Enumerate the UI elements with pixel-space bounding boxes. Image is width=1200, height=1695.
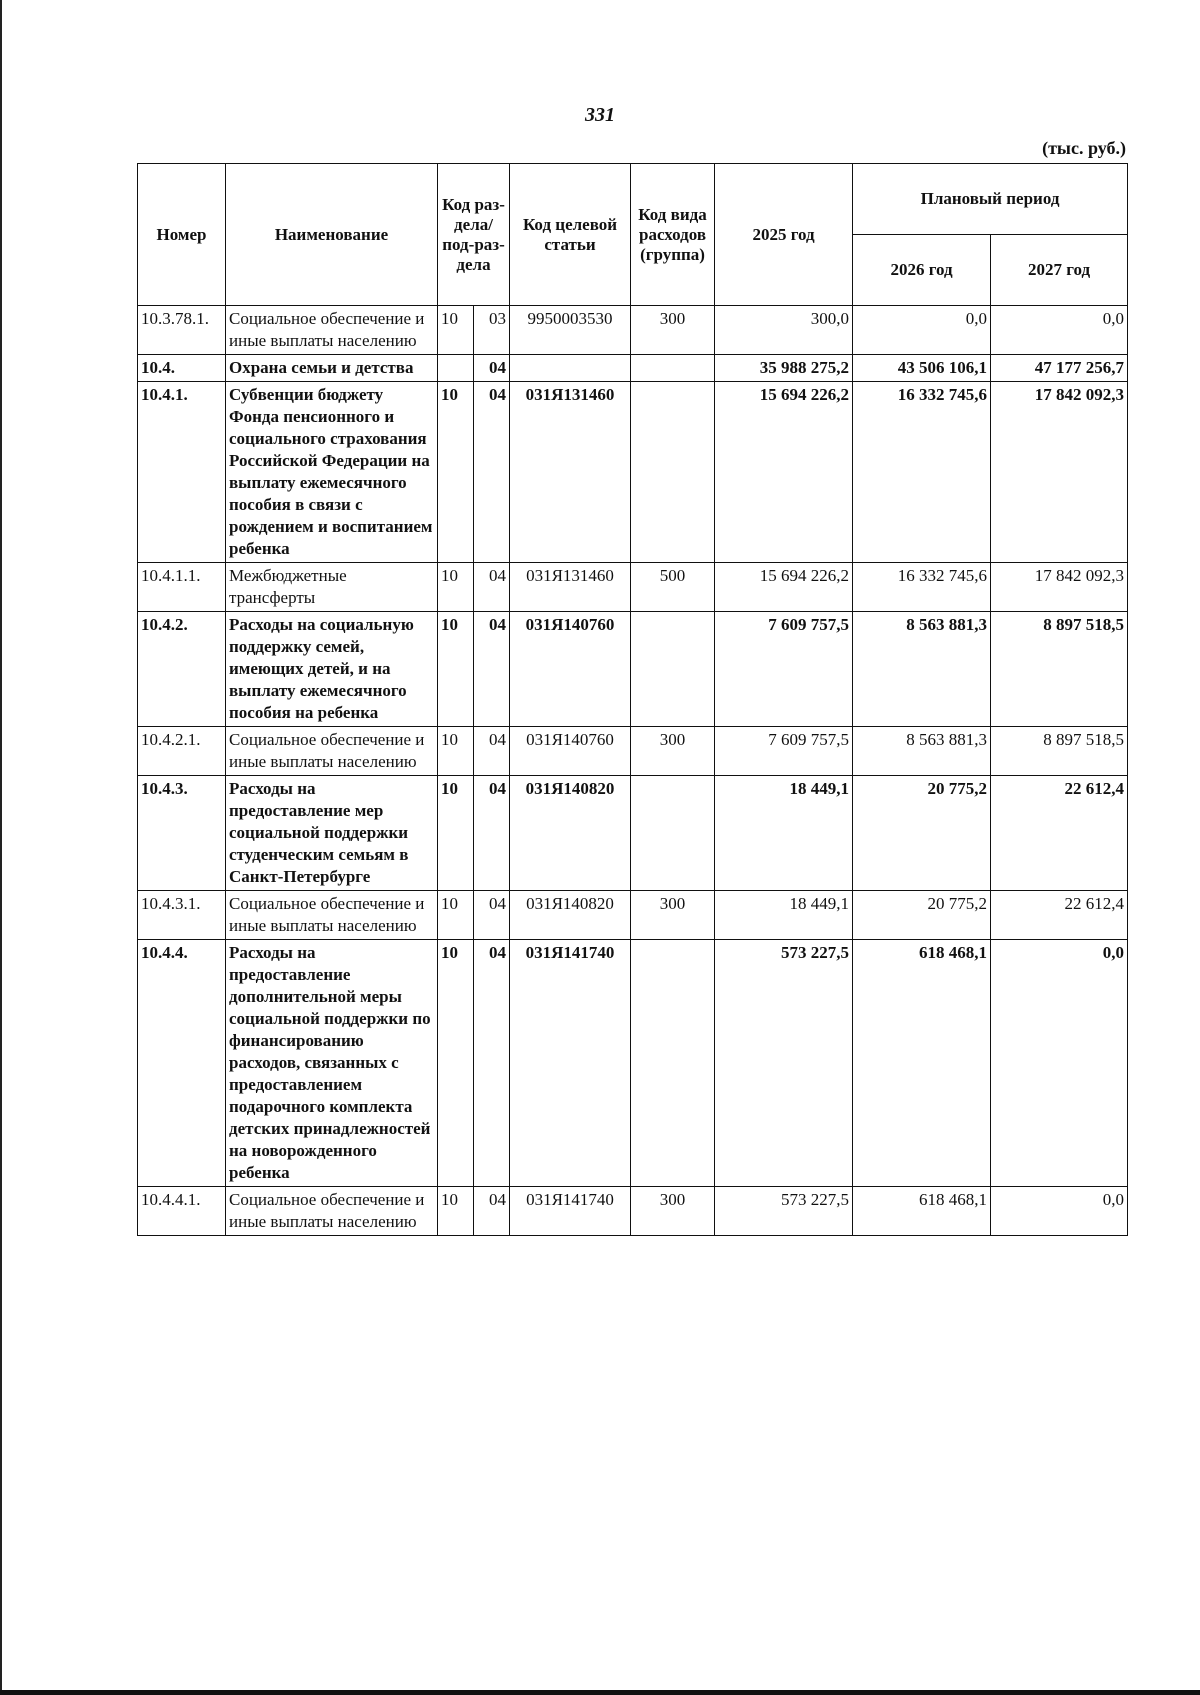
row-amount-2027: 17 842 092,3 [991, 382, 1128, 563]
header-name: Наименование [226, 164, 438, 306]
header-year-2026: 2026 год [853, 235, 991, 306]
row-target-code: 031Я141740 [510, 1187, 631, 1236]
row-target-code: 031Я140760 [510, 727, 631, 776]
row-target-code [510, 355, 631, 382]
row-subsection: 04 [474, 1187, 510, 1236]
row-target-code: 9950003530 [510, 306, 631, 355]
row-section: 10 [438, 306, 474, 355]
header-planning-period: Плановый период [853, 164, 1128, 235]
row-target-code: 031Я140820 [510, 776, 631, 891]
table-row [138, 612, 1128, 727]
row-number: 10.4.1.1. [138, 563, 226, 612]
row-subsection: 04 [474, 727, 510, 776]
table-row [138, 940, 1128, 1187]
row-amount-2025: 573 227,5 [715, 940, 853, 1187]
row-section: 10 [438, 940, 474, 1187]
row-name: Расходы на социальную поддержку семей, имеющих детей, и на выплату ежемесячного пособия на ребенка [226, 612, 438, 727]
row-amount-2026: 0,0 [853, 306, 991, 355]
row-section: 10 [438, 612, 474, 727]
row-amount-2025: 18 449,1 [715, 776, 853, 891]
row-amount-2027: 47 177 256,7 [991, 355, 1128, 382]
row-expense-type: 300 [631, 891, 715, 940]
row-expense-type: 300 [631, 306, 715, 355]
row-expense-type [631, 612, 715, 727]
units-label: (тыс. руб.) [1042, 138, 1126, 158]
row-number: 10.4.2. [138, 612, 226, 727]
row-section: 10 [438, 382, 474, 563]
table-row [138, 891, 1128, 940]
row-amount-2026: 618 468,1 [853, 1187, 991, 1236]
row-amount-2025: 573 227,5 [715, 1187, 853, 1236]
row-section: 10 [438, 891, 474, 940]
row-expense-type: 300 [631, 727, 715, 776]
header-expense-type: Код вида расходов (группа) [631, 164, 715, 306]
row-number: 10.4.1. [138, 382, 226, 563]
row-amount-2026: 8 563 881,3 [853, 612, 991, 727]
row-number: 10.4.4.1. [138, 1187, 226, 1236]
row-number: 10.4. [138, 355, 226, 382]
header-year-2025: 2025 год [715, 164, 853, 306]
row-amount-2026: 618 468,1 [853, 940, 991, 1187]
table-row [138, 382, 1128, 563]
row-expense-type [631, 940, 715, 1187]
row-subsection: 04 [474, 355, 510, 382]
row-amount-2025: 15 694 226,2 [715, 382, 853, 563]
row-subsection: 04 [474, 940, 510, 1187]
row-name: Социальное обеспечение и иные выплаты населению [226, 1187, 438, 1236]
row-amount-2025: 18 449,1 [715, 891, 853, 940]
header-target-code: Код целевой статьи [510, 164, 631, 306]
row-amount-2027: 17 842 092,3 [991, 563, 1128, 612]
table-row [138, 563, 1128, 612]
row-amount-2025: 7 609 757,5 [715, 727, 853, 776]
row-amount-2027: 0,0 [991, 306, 1128, 355]
row-name: Социальное обеспечение и иные выплаты населению [226, 306, 438, 355]
row-target-code: 031Я140820 [510, 891, 631, 940]
row-target-code: 031Я140760 [510, 612, 631, 727]
row-amount-2026: 43 506 106,1 [853, 355, 991, 382]
scan-edge [0, 0, 2, 1690]
row-name: Субвенции бюджету Фонда пенсионного и социального страхования Российской Федерации на выплату ежемесячного пособия в связи с рождением и воспитанием ребенка [226, 382, 438, 563]
row-target-code: 031Я131460 [510, 563, 631, 612]
row-expense-type: 300 [631, 1187, 715, 1236]
header-section-code: Код раз-дела/ под-раз-дела [438, 164, 510, 306]
row-name: Расходы на предоставление мер социальной поддержки студенческим семьям в Санкт-Петербурге [226, 776, 438, 891]
row-amount-2027: 22 612,4 [991, 891, 1128, 940]
row-name: Расходы на предоставление дополнительной меры социальной поддержки по финансированию расходов, связанных с предоставлением подарочного комплекта детских принадлежностей на новорожденного ребенка [226, 940, 438, 1187]
row-subsection: 04 [474, 776, 510, 891]
row-amount-2026: 8 563 881,3 [853, 727, 991, 776]
row-expense-type [631, 355, 715, 382]
row-amount-2025: 35 988 275,2 [715, 355, 853, 382]
row-expense-type [631, 776, 715, 891]
row-subsection: 03 [474, 306, 510, 355]
row-expense-type [631, 382, 715, 563]
row-subsection: 04 [474, 563, 510, 612]
row-number: 10.4.3.1. [138, 891, 226, 940]
row-target-code: 031Я141740 [510, 940, 631, 1187]
row-section: 10 [438, 727, 474, 776]
row-name: Социальное обеспечение и иные выплаты населению [226, 891, 438, 940]
table-row [138, 776, 1128, 891]
row-section: 10 [438, 563, 474, 612]
row-amount-2027: 22 612,4 [991, 776, 1128, 891]
row-number: 10.4.3. [138, 776, 226, 891]
row-number: 10.3.78.1. [138, 306, 226, 355]
budget-table [137, 163, 1128, 1236]
row-subsection: 04 [474, 891, 510, 940]
row-expense-type: 500 [631, 563, 715, 612]
row-amount-2025: 15 694 226,2 [715, 563, 853, 612]
row-name: Социальное обеспечение и иные выплаты населению [226, 727, 438, 776]
row-target-code: 031Я131460 [510, 382, 631, 563]
row-amount-2026: 20 775,2 [853, 776, 991, 891]
row-amount-2027: 0,0 [991, 940, 1128, 1187]
header-year-2027: 2027 год [991, 235, 1128, 306]
table-body [138, 306, 1128, 1236]
row-section: 10 [438, 776, 474, 891]
row-amount-2025: 7 609 757,5 [715, 612, 853, 727]
row-amount-2026: 20 775,2 [853, 891, 991, 940]
table-row [138, 727, 1128, 776]
page-number: 331 [585, 104, 615, 126]
header-row [138, 164, 1128, 235]
row-section [438, 355, 474, 382]
row-amount-2026: 16 332 745,6 [853, 563, 991, 612]
row-section: 10 [438, 1187, 474, 1236]
row-amount-2026: 16 332 745,6 [853, 382, 991, 563]
scan-edge [0, 1690, 1200, 1695]
row-number: 10.4.2.1. [138, 727, 226, 776]
table-row [138, 306, 1128, 355]
row-name: Охрана семьи и детства [226, 355, 438, 382]
row-amount-2027: 0,0 [991, 1187, 1128, 1236]
row-amount-2027: 8 897 518,5 [991, 727, 1128, 776]
header-number: Номер [138, 164, 226, 306]
row-amount-2025: 300,0 [715, 306, 853, 355]
row-amount-2027: 8 897 518,5 [991, 612, 1128, 727]
row-number: 10.4.4. [138, 940, 226, 1187]
row-name: Межбюджетные трансферты [226, 563, 438, 612]
table-row [138, 355, 1128, 382]
row-subsection: 04 [474, 612, 510, 727]
table-row [138, 1187, 1128, 1236]
row-subsection: 04 [474, 382, 510, 563]
